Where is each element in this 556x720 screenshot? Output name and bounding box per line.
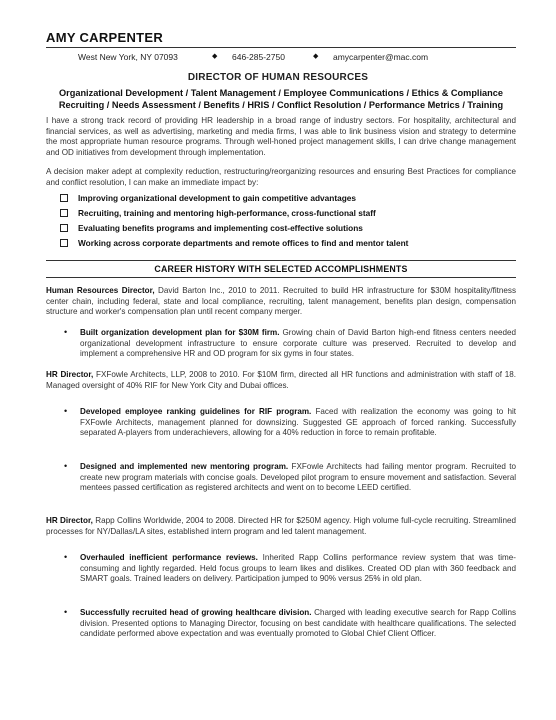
section-rule — [46, 260, 516, 261]
accomplishment-bullet — [80, 462, 516, 494]
bullet-icon: • — [64, 327, 68, 337]
contact-phone: 646-285-2750 — [232, 52, 285, 62]
checkbox-icon — [60, 194, 68, 202]
job-description: FXFowle Architects, LLP, 2008 to 2010. For $10M firm, directed all HR functions and administration with staff of 18. Managed oversight of 40% RIF for New York City and Dubai offices. — [46, 370, 517, 390]
job-entry — [46, 286, 516, 318]
header-rule — [46, 47, 516, 48]
checklist-item — [60, 238, 500, 248]
checklist-item — [60, 223, 500, 233]
checklist-text: Working across corporate departments and remote offices to find and mentor talent — [78, 238, 409, 248]
accomplishment-lead: Designed and implemented new mentoring program. — [80, 462, 289, 471]
skills-line: Recruiting / Needs Assessment / Benefits / HRIS / Conflict Resolution / Performance Metrics / Training — [58, 100, 504, 110]
contact-email: amycarpenter@mac.com — [333, 52, 429, 62]
accomplishment-lead: Built organization development plan for $30M firm. — [80, 328, 280, 337]
checkbox-icon — [60, 224, 68, 232]
checklist-item — [60, 208, 500, 218]
job-title: HR Director, — [46, 516, 93, 525]
job-entry — [46, 370, 516, 391]
separator-diamond: ◆ — [313, 53, 319, 60]
accomplishment-bullet — [80, 608, 516, 640]
summary-paragraph: A decision maker adept at complexity reduction, restructuring/reorganizing resources and ensuring Best Practices for compliance and conflict resolution, I can make an immediate impact by: — [46, 167, 516, 187]
accomplishment-bullet — [80, 328, 516, 360]
job-entry — [46, 516, 516, 537]
separator-diamond: ◆ — [212, 53, 218, 60]
applicant-name: AMY CARPENTER — [46, 30, 164, 45]
job-title: HR Director, — [46, 370, 94, 379]
bullet-icon: • — [64, 607, 68, 617]
skills-line: Organizational Development / Talent Management / Employee Communications / Ethics & Compliance — [59, 88, 503, 98]
job-title: Human Resources Director, — [46, 286, 155, 295]
checkbox-icon — [60, 209, 68, 217]
accomplishment-lead: Overhauled inefficient performance reviews. — [80, 553, 258, 562]
accomplishment-text: Charged with leading executive search for Rapp Collins division. Presented options to Managing Director, focusing on best candidate with healthcare qualifications. The selected candidate performed above expectation and was eventually promoted to Global Chief Client Officer. — [80, 608, 517, 639]
bullet-icon: • — [64, 461, 68, 471]
headline-title: DIRECTOR OF HUMAN RESOURCES — [187, 72, 369, 83]
bullet-icon: • — [64, 552, 68, 562]
accomplishment-bullet — [80, 553, 516, 585]
checklist-text: Recruiting, training and mentoring high-performance, cross-functional staff — [78, 208, 376, 218]
job-description: Rapp Collins Worldwide, 2004 to 2008. Directed HR for $250M agency. High volume full-cycle recruiting. Streamlined processes for NY/Dallas/LA sites, established intern program and led talent management. — [46, 516, 517, 536]
section-rule — [46, 277, 516, 278]
checklist-text: Improving organizational development to gain competitive advantages — [78, 193, 356, 203]
job-description: David Barton Inc., 2010 to 2011. Recruited to build HR infrastructure for $30M hospitality/fitness center chain, including federal, state and local compliance, recruiting, talent management, benefits plan design, compensation structure and worker's compensation plan until recent company merger. — [46, 286, 516, 317]
accomplishment-text: Inherited Rapp Collins performance review system that was time-consuming and lightly regarded. Held focus groups to learn likes and dislikes. Created OD plan with 360 feedback and SMART goals. Trained leaders on delivery. Participation jumped to 90% versus 25% in old plan. — [80, 553, 516, 584]
accomplishment-lead: Successfully recruited head of growing healthcare division. — [80, 608, 312, 617]
section-title-career: CAREER HISTORY WITH SELECTED ACCOMPLISHMENTS — [154, 264, 408, 274]
accomplishment-bullet — [80, 407, 516, 439]
checkbox-icon — [60, 239, 68, 247]
bullet-icon: • — [64, 406, 68, 416]
accomplishment-text: FXFowle Architects had failing mentor program. Recruited to create new program materials with concise goals. Developed pilot program to ensure movement and satisfaction. Several mentees passed certification as registered architects and went on to become LEED certified. — [80, 462, 516, 493]
checklist-item — [60, 193, 500, 203]
accomplishment-lead: Developed employee ranking guidelines for RIF program. — [80, 407, 312, 416]
summary-paragraph: I have a strong track record of providing HR leadership in a broad range of industry sectors. For hospitality, architectural and financial services, as well as advertising, marketing and media firms, I was able to link business vision and strategy to determine the most appropriate human resource programs. Through well-honed project management skills, I can drive change management and OD initiatives from development through implementation. — [46, 116, 516, 157]
contact-location: West New York, NY 07093 — [78, 52, 178, 62]
accomplishment-text: Growing chain of David Barton high-end fitness centers needed organizational development infrastructure to ensure corporate culture was preserved. Recruited to develop and implement a comprehensive HR and OD program for six gyms in four states. — [80, 328, 517, 359]
checklist-text: Evaluating benefits programs and implementing cost-effective solutions — [78, 223, 363, 233]
accomplishment-text: Faced with realization the economy was going to hit FXFowle Architects, management planned for downsizing. Suggested GE approach of forced ranking. Successfully separated A-players from underachievers, allowing for a 40% reduction in force to remain profitable. — [80, 407, 517, 438]
